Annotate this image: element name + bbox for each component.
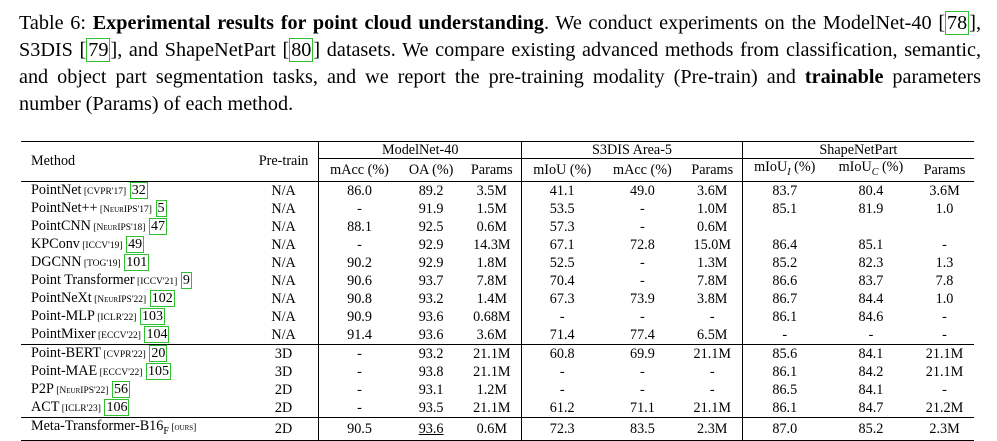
value-cell: - bbox=[319, 363, 400, 381]
header-col: mAcc (%) bbox=[319, 159, 400, 182]
citation-link[interactable]: 101 bbox=[126, 254, 148, 270]
citation-link[interactable]: 104 bbox=[146, 326, 168, 342]
value-cell: 67.1 bbox=[522, 236, 602, 254]
header-pretrain: Pre-train bbox=[249, 142, 319, 182]
method-label: Meta-Transformer-B16 bbox=[31, 417, 164, 434]
value-cell: 53.5 bbox=[522, 200, 602, 218]
value-cell: - bbox=[942, 326, 947, 343]
table-row bbox=[21, 399, 974, 418]
table-row bbox=[21, 236, 974, 254]
value-cell: 52.5 bbox=[522, 254, 602, 272]
method-name bbox=[21, 326, 249, 345]
value-cell: 0.68M bbox=[473, 308, 511, 325]
value-cell: 3.5M bbox=[462, 181, 522, 200]
value-cell: 0.6M bbox=[476, 218, 507, 235]
value-cell: 61.2 bbox=[522, 399, 602, 418]
value-cell: 21.1M bbox=[925, 363, 964, 380]
value-cell: 92.9 bbox=[418, 254, 444, 271]
venue-tag: [TOG'19] bbox=[81, 258, 121, 269]
value-cell: 88.1 bbox=[319, 218, 400, 236]
value-cell: 86.1 bbox=[742, 308, 827, 326]
value-cell: 86.5 bbox=[742, 381, 827, 399]
value-cell: 84.1 bbox=[827, 344, 915, 363]
table-row bbox=[21, 272, 974, 290]
value-cell: 93.6 bbox=[400, 417, 462, 440]
table-row bbox=[21, 344, 974, 363]
value-cell: 1.8M bbox=[476, 254, 507, 271]
header-col: Params bbox=[923, 161, 966, 178]
method-label: ACT bbox=[31, 398, 60, 415]
citation-link[interactable]: 105 bbox=[148, 363, 170, 379]
value-cell: 86.6 bbox=[742, 272, 827, 290]
method-label: P2P bbox=[31, 380, 54, 397]
value-cell: 91.4 bbox=[319, 326, 400, 345]
value-cell: 67.3 bbox=[522, 290, 602, 308]
value-cell: 1.2M bbox=[476, 381, 507, 398]
value-cell: 3.6M bbox=[915, 181, 974, 200]
citation-link[interactable]: 9 bbox=[182, 272, 190, 288]
value-cell: 81.9 bbox=[858, 200, 884, 217]
pretrain-cell: N/A bbox=[271, 254, 296, 271]
value-cell: 71.4 bbox=[522, 326, 602, 345]
caption-text: ] datasets. We compare existing advanced methods from classification, semantic, and object part segmentation tasks, and we report the pre-training modality (Pre-train) and bbox=[19, 39, 981, 88]
value-cell: 15.0M bbox=[693, 236, 731, 253]
header-col: mIoU$_I$ (%) bbox=[742, 159, 827, 182]
value-cell: 86.7 bbox=[742, 290, 827, 308]
value-cell: 93.2 bbox=[400, 344, 462, 363]
venue-tag: [NeurIPS'22] bbox=[91, 294, 147, 305]
value-cell: 1.5M bbox=[476, 200, 507, 217]
value-cell: 85.2 bbox=[827, 417, 915, 440]
value-cell: 93.2 bbox=[418, 290, 444, 307]
value-cell: 7.8M bbox=[697, 272, 728, 289]
method-name bbox=[21, 272, 249, 290]
method-label: Point-MAE bbox=[31, 362, 98, 379]
value-cell: 85.1 bbox=[742, 200, 827, 218]
value-cell: 80.4 bbox=[827, 181, 915, 200]
table-row bbox=[21, 417, 974, 440]
method-name bbox=[21, 181, 249, 200]
caption-text: ], S3DIS [ bbox=[19, 12, 982, 61]
value-cell bbox=[915, 218, 974, 236]
caption-label: Table 6: bbox=[19, 12, 86, 34]
header-col: Params bbox=[470, 161, 513, 178]
value-cell: 93.8 bbox=[418, 363, 444, 380]
header-group-shapenetpart: ShapeNetPart bbox=[742, 142, 974, 159]
method-subscript: F bbox=[163, 425, 169, 437]
pretrain-cell: 2D bbox=[274, 381, 293, 398]
value-cell: - bbox=[709, 381, 715, 398]
pretrain-cell: N/A bbox=[271, 272, 296, 289]
venue-tag: [ICCV'21] bbox=[134, 276, 178, 287]
value-cell: 72.8 bbox=[629, 236, 655, 253]
value-cell: - bbox=[640, 254, 645, 271]
value-cell: 82.3 bbox=[858, 254, 884, 271]
pretrain-cell: N/A bbox=[271, 200, 296, 217]
caption-title: Experimental results for point cloud understanding bbox=[92, 12, 544, 34]
value-cell: 1.4M bbox=[476, 290, 507, 307]
value-cell: 3.8M bbox=[697, 290, 728, 307]
value-cell: 93.5 bbox=[418, 399, 444, 416]
method-label: PointNet++ bbox=[31, 199, 98, 216]
value-cell: 69.9 bbox=[602, 344, 683, 363]
header-group-row bbox=[21, 142, 974, 159]
citation-link[interactable]: 5 bbox=[157, 200, 165, 216]
method-name bbox=[21, 417, 249, 440]
table-row bbox=[21, 200, 974, 218]
method-label: Point-BERT bbox=[31, 344, 102, 361]
results-table bbox=[21, 141, 974, 441]
value-cell: 83.5 bbox=[602, 417, 683, 440]
venue-tag: [ICLR'23] bbox=[59, 403, 101, 414]
value-cell: 84.1 bbox=[858, 381, 884, 398]
citation-link[interactable]: 106 bbox=[106, 399, 128, 415]
value-cell: - bbox=[522, 308, 602, 326]
value-cell: 84.2 bbox=[858, 363, 884, 380]
caption-text: . We conduct experiments on the ModelNet-40 [ bbox=[543, 12, 946, 34]
method-name bbox=[21, 363, 249, 381]
method-name bbox=[21, 344, 249, 363]
pretrain-cell: N/A bbox=[271, 218, 296, 235]
header-col: mAcc (%) bbox=[613, 161, 672, 178]
value-cell: 0.6M bbox=[697, 218, 728, 235]
value-cell: 21.1M bbox=[473, 399, 511, 416]
caption-bold-word: trainable bbox=[804, 66, 884, 88]
header-col: Params bbox=[691, 161, 734, 178]
method-name bbox=[21, 381, 249, 399]
value-cell: 84.6 bbox=[858, 308, 884, 325]
value-cell: 21.1M bbox=[462, 344, 522, 363]
value-cell: 21.2M bbox=[925, 399, 964, 416]
value-cell: 90.2 bbox=[319, 254, 400, 272]
citation-link[interactable]: 20 bbox=[151, 345, 166, 361]
header-group-s3dis: S3DIS Area-5 bbox=[522, 142, 742, 159]
value-cell: 89.2 bbox=[400, 181, 462, 200]
value-cell bbox=[742, 218, 827, 236]
value-cell: 0.6M bbox=[462, 417, 522, 440]
value-cell: 57.3 bbox=[522, 218, 602, 236]
table-row bbox=[21, 218, 974, 236]
value-cell: - bbox=[742, 326, 827, 345]
value-cell: 84.4 bbox=[858, 290, 884, 307]
value-cell: 1.0 bbox=[935, 290, 954, 307]
value-cell: 2.3M bbox=[683, 417, 743, 440]
method-label: PointMixer bbox=[31, 325, 96, 342]
value-cell: 91.9 bbox=[418, 200, 444, 217]
value-cell: 1.3 bbox=[935, 254, 954, 271]
method-name bbox=[21, 236, 249, 254]
value-cell: 49.0 bbox=[602, 181, 683, 200]
citation-link[interactable]: 103 bbox=[141, 308, 163, 324]
results-body bbox=[21, 181, 974, 440]
value-cell: 21.1M bbox=[693, 399, 731, 416]
citation-link[interactable]: 47 bbox=[150, 218, 165, 234]
table-row bbox=[21, 381, 974, 399]
pretrain-cell: N/A bbox=[271, 326, 296, 343]
value-cell: 14.3M bbox=[473, 236, 511, 253]
value-cell: 6.5M bbox=[697, 326, 728, 343]
value-cell: - bbox=[868, 326, 874, 343]
value-cell: 60.8 bbox=[522, 344, 602, 363]
value-cell: - bbox=[942, 308, 947, 325]
value-cell: 1.3M bbox=[697, 254, 728, 271]
value-cell: - bbox=[319, 236, 400, 254]
value-cell: 90.9 bbox=[319, 308, 400, 326]
value-cell: 92.9 bbox=[418, 236, 444, 253]
value-cell: 72.3 bbox=[522, 417, 602, 440]
value-cell: - bbox=[522, 363, 602, 381]
value-cell: 90.6 bbox=[319, 272, 400, 290]
method-label: Point Transformer bbox=[31, 271, 135, 288]
value-cell: - bbox=[640, 218, 645, 235]
pretrain-cell: N/A bbox=[249, 181, 319, 200]
value-cell: 1.0 bbox=[935, 200, 954, 217]
value-cell: 77.4 bbox=[629, 326, 655, 343]
method-name bbox=[21, 200, 249, 218]
value-cell: 84.7 bbox=[858, 399, 884, 416]
table-row bbox=[21, 254, 974, 272]
citation-link[interactable]: 49 bbox=[128, 236, 143, 252]
value-cell: - bbox=[709, 363, 715, 380]
venue-tag: [NeurIPS'18] bbox=[90, 222, 146, 233]
method-name bbox=[21, 254, 249, 272]
value-cell: 21.1M bbox=[915, 344, 974, 363]
pretrain-cell: N/A bbox=[271, 308, 296, 325]
pretrain-cell: 3D bbox=[249, 344, 319, 363]
method-label: PointNeXt bbox=[31, 289, 92, 306]
pretrain-cell: 3D bbox=[274, 363, 293, 380]
value-cell: - bbox=[942, 381, 947, 398]
value-cell: 87.0 bbox=[742, 417, 827, 440]
value-cell: - bbox=[640, 308, 645, 325]
value-cell: 86.1 bbox=[742, 363, 827, 381]
value-cell: 86.1 bbox=[742, 399, 827, 418]
value-cell: - bbox=[640, 363, 645, 380]
venue-tag: [NeurIPS'22] bbox=[53, 385, 109, 396]
value-cell: 93.7 bbox=[418, 272, 444, 289]
venue-tag: [ECCV'22] bbox=[97, 367, 143, 378]
value-cell: 1.0M bbox=[697, 200, 728, 217]
citation-link[interactable]: 102 bbox=[151, 290, 173, 306]
header-col: mIoU (%) bbox=[522, 159, 602, 182]
method-label: KPConv bbox=[31, 235, 80, 252]
method-label: PointNet bbox=[31, 181, 82, 198]
venue-tag: [NeurIPS'17] bbox=[97, 204, 152, 215]
value-cell: 90.8 bbox=[319, 290, 400, 308]
value-cell: - bbox=[640, 200, 645, 217]
venue-tag: [ECCV'22] bbox=[95, 330, 141, 341]
venue-tag: [CVPR'17] bbox=[81, 186, 127, 197]
value-cell: 21.1M bbox=[473, 363, 511, 380]
value-cell: 3.6M bbox=[683, 181, 743, 200]
value-cell: - bbox=[640, 381, 645, 398]
table-row bbox=[21, 290, 974, 308]
value-cell: - bbox=[942, 236, 947, 253]
value-cell: 85.1 bbox=[858, 236, 884, 253]
header-col: mIoU$_C$ (%) bbox=[838, 159, 904, 178]
method-label: DGCNN bbox=[31, 253, 82, 270]
value-cell: 73.9 bbox=[629, 290, 655, 307]
value-cell: - bbox=[522, 381, 602, 399]
table-row bbox=[21, 181, 974, 200]
pretrain-cell: 2D bbox=[274, 399, 293, 416]
method-name bbox=[21, 399, 249, 418]
value-cell: 92.5 bbox=[418, 218, 444, 235]
value-cell: 83.7 bbox=[742, 181, 827, 200]
value-cell: 90.5 bbox=[319, 417, 400, 440]
venue-tag: [ICCV'19] bbox=[79, 240, 123, 251]
value-cell: 93.6 bbox=[418, 326, 444, 343]
pretrain-cell: 2D bbox=[249, 417, 319, 440]
pretrain-cell: N/A bbox=[271, 290, 296, 307]
value-cell: - bbox=[319, 381, 400, 399]
caption-text: ], and ShapeNetPart [ bbox=[110, 39, 290, 61]
citation-link[interactable]: 56 bbox=[113, 381, 128, 397]
venue-tag: [ours] bbox=[168, 422, 197, 433]
table-row bbox=[21, 326, 974, 345]
citation-link[interactable]: 32 bbox=[131, 182, 146, 198]
table-row bbox=[21, 363, 974, 381]
citation-link[interactable]: 80 bbox=[291, 39, 312, 61]
header-method: Method bbox=[21, 142, 249, 182]
value-cell: 70.4 bbox=[522, 272, 602, 290]
table-row bbox=[21, 308, 974, 326]
value-cell: 7.8M bbox=[476, 272, 507, 289]
method-label: PointCNN bbox=[31, 217, 91, 234]
value-cell: 85.6 bbox=[742, 344, 827, 363]
value-cell: 2.3M bbox=[915, 417, 974, 440]
method-label: Point-MLP bbox=[31, 307, 95, 324]
pretrain-cell: N/A bbox=[271, 236, 296, 253]
method-name bbox=[21, 290, 249, 308]
value-cell: 83.7 bbox=[858, 272, 884, 289]
header-col: OA (%) bbox=[408, 161, 454, 178]
value-cell: - bbox=[709, 308, 715, 325]
caption-text: parameters number (Params) of each method. bbox=[19, 66, 981, 115]
value-cell: 41.1 bbox=[522, 181, 602, 200]
citation-link[interactable]: 79 bbox=[88, 39, 109, 61]
value-cell: - bbox=[319, 200, 400, 218]
value-cell: - bbox=[640, 272, 645, 289]
value-cell: 21.1M bbox=[683, 344, 743, 363]
header-group-modelnet: ModelNet-40 bbox=[319, 142, 522, 159]
citation-link[interactable]: 78 bbox=[947, 12, 968, 34]
value-cell: 93.1 bbox=[418, 381, 444, 398]
value-cell: 7.8 bbox=[935, 272, 954, 289]
value-cell: 85.2 bbox=[742, 254, 827, 272]
method-name bbox=[21, 308, 249, 326]
value-cell: 3.6M bbox=[476, 326, 507, 343]
value-cell: 93.6 bbox=[418, 308, 444, 325]
value-cell: 71.1 bbox=[629, 399, 655, 416]
table-caption bbox=[19, 10, 981, 118]
value-cell: - bbox=[319, 399, 400, 418]
value-cell: 86.4 bbox=[742, 236, 827, 254]
value-cell bbox=[827, 218, 915, 236]
value-cell: - bbox=[319, 344, 400, 363]
venue-tag: [ICLR'22] bbox=[94, 312, 137, 323]
method-name bbox=[21, 218, 249, 236]
venue-tag: [CVPR'22] bbox=[101, 349, 146, 360]
value-cell: 86.0 bbox=[319, 181, 400, 200]
